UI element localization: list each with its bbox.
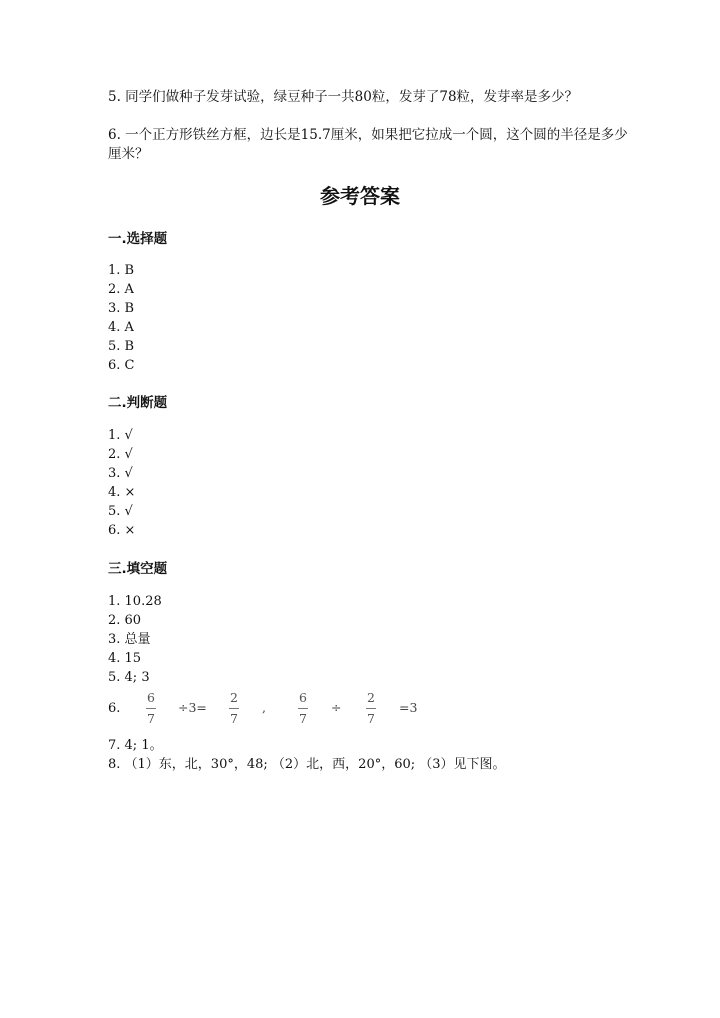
section-heading-fill: 三.填空题 — [108, 561, 168, 577]
fraction-2 — [227, 690, 241, 726]
judge-answer-3: 3. √ — [108, 466, 133, 481]
fill-answer-2: 2. 60 — [108, 613, 142, 628]
fill-answer-5: 5. 4; 3 — [108, 670, 150, 685]
choice-answer-3: 3. B — [108, 301, 135, 316]
operator-divide: ÷ — [331, 700, 342, 715]
choice-answer-2: 2. A — [108, 282, 134, 297]
judge-answer-5: 5. √ — [108, 504, 133, 519]
answer-title: 参考答案 — [320, 184, 400, 208]
fill-answer-8: 8. （1）东，北，30°，48; （2）北，西，20°，60; （3）见下图。 — [108, 757, 506, 772]
choice-answer-4: 4. A — [108, 320, 134, 335]
fraction-2-numerator: 2 — [230, 690, 238, 705]
fraction-2-bar — [229, 708, 239, 709]
fraction-4-numerator: 2 — [367, 690, 375, 705]
fill-answer-7: 7. 4; 1。 — [108, 738, 163, 753]
fraction-3-bar — [298, 708, 308, 709]
question-6: 6. 一个正方形铁丝方框，边长是15.7厘米，如果把它拉成一个圆，这个圆的半径是多少厘米？ — [108, 127, 628, 162]
fraction-2-denominator: 7 — [230, 711, 238, 726]
fill-answer-4: 4. 15 — [108, 651, 142, 666]
fraction-3-numerator: 6 — [299, 690, 307, 705]
judge-answer-2: 2. √ — [108, 447, 133, 462]
choice-answer-1: 1. B — [108, 263, 135, 278]
fraction-4-denominator: 7 — [367, 711, 375, 726]
fraction-1-numerator: 6 — [147, 690, 155, 705]
fraction-4 — [364, 690, 378, 726]
fraction-3 — [296, 690, 310, 726]
separator-comma: , — [262, 700, 266, 715]
fraction-3-denominator: 7 — [299, 711, 307, 726]
section-heading-choice: 一.选择题 — [108, 231, 168, 247]
fill-answer-1: 1. 10.28 — [108, 594, 162, 609]
equals-3: =3 — [399, 700, 418, 715]
choice-answer-5: 5. B — [108, 339, 135, 354]
fraction-1-denominator: 7 — [147, 711, 155, 726]
judge-answer-4: 4. × — [108, 485, 136, 500]
fraction-1-bar — [146, 708, 156, 709]
fraction-4-bar — [366, 708, 376, 709]
fraction-1 — [144, 690, 158, 726]
operator-divide-3: ÷3= — [178, 700, 207, 715]
section-heading-judge: 二.判断题 — [108, 395, 168, 411]
fill-answer-6-label: 6. — [108, 701, 121, 716]
judge-answer-6: 6. × — [108, 523, 136, 538]
choice-answer-6: 6. C — [108, 358, 135, 373]
fill-answer-3: 3. 总量 — [108, 632, 151, 647]
question-5: 5. 同学们做种子发芽试验，绿豆种子一共80粒，发芽了78粒，发芽率是多少？ — [108, 89, 579, 105]
judge-answer-1: 1. √ — [108, 428, 133, 443]
